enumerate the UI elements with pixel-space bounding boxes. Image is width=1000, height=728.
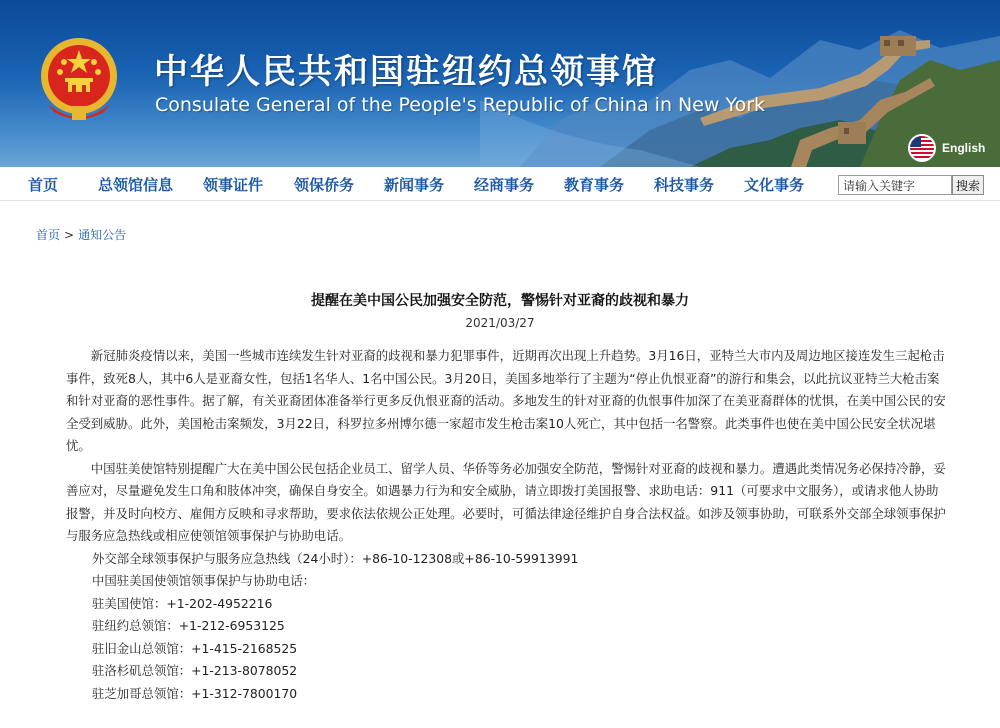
- language-switch[interactable]: [908, 133, 985, 163]
- nav-item-economic[interactable]: 经商事务: [474, 176, 535, 194]
- breadcrumb-separator: >: [64, 228, 75, 242]
- nav-item-science[interactable]: 科技事务: [654, 176, 715, 194]
- contact-chicago: 驻芝加哥总领馆：+1-312-7800170: [92, 685, 298, 701]
- contact-embassy: 驻美国使馆：+1-202-4952216: [92, 595, 273, 611]
- nav-item-culture[interactable]: 文化事务: [744, 176, 805, 194]
- contact-san-francisco: 驻旧金山总领馆：+1-415-2168525: [92, 640, 298, 656]
- nav-item-consular-documents[interactable]: 领事证件: [203, 176, 264, 194]
- hotline-text: 外交部全球领事保护与服务应急热线（24小时）：+86-10-12308或+86-10-59913991: [92, 550, 579, 566]
- breadcrumb-current-link[interactable]: 通知公告: [78, 228, 127, 242]
- article-title: 提醒在美中国公民加强安全防范，警惕针对亚裔的歧视和暴力: [311, 293, 689, 309]
- breadcrumb: [36, 226, 126, 243]
- site-title-english: Consulate General of the People's Republic of China in New York: [155, 94, 766, 116]
- article-paragraph: 新冠肺炎疫情以来，美国一些城市连续发生针对亚裔的歧视和暴力犯罪事件，近期再次出现上升趋势。3月16日，亚特兰大市内及周边地区接连发生三起枪击事件，致死8人，其中6人是亚裔女性，包括1名华人、1名中国公民。3月20日，美国多地举行了主题为“停止仇恨亚裔”的游行和集会，以此抗议亚特兰大枪击案和针对亚裔的恶性事件。据了解，有关亚裔团体准备举行更多反仇恨亚裔的活动。多地发生的针对亚裔的仇恨事件加深了在美亚裔群体的忧惧，在美中国公民的安全受到威胁。此外，美国枪击案频发，3月22日，科罗拉多州博尔德一家超市发生枪击案10人死亡，其中包括一名警察。此类事件也使在美中国公民安全状况堪忧。: [66, 348, 946, 453]
- article-body: [66, 345, 946, 705]
- search-input[interactable]: [838, 175, 952, 195]
- contacts-heading: 中国驻美国使领馆领事保护与协助电话：: [92, 573, 316, 588]
- us-flag-icon: [908, 134, 936, 162]
- article-paragraph: 中国驻美使馆特别提醒广大在美中国公民包括企业员工、留学人员、华侨等务必加强安全防范，警惕针对亚裔的歧视和暴力。遭遇此类情况务必保持冷静，妥善应对，尽量避免发生口角和肢体冲突，确保自身安全。如遇暴力行为和安全威胁，请立即拨打美国报警、求助电话：911（可要求中文服务），或请求他人协助报警，并及时向校方、雇佣方反映和寻求帮助，要求依法依规公正处理。必要时，可循法律途径维护自身合法权益。如涉及领事协助，可联系外交部全球领事保护与服务应急热线或相应使领馆领事保护与协助电话。: [66, 460, 946, 543]
- breadcrumb-home-link[interactable]: 首页: [36, 228, 61, 242]
- contact-new-york: 驻纽约总领馆：+1-212-6953125: [92, 618, 285, 633]
- article-date: 2021/03/27: [465, 316, 535, 330]
- nav-item-education[interactable]: 教育事务: [564, 176, 625, 194]
- site-banner: [0, 0, 1000, 167]
- nav-item-consulate-info[interactable]: 总领馆信息: [98, 176, 174, 194]
- search-button[interactable]: 搜索: [952, 175, 984, 195]
- nav-item-home[interactable]: 首页: [28, 176, 59, 194]
- nav-item-news[interactable]: 新闻事务: [384, 176, 445, 194]
- contact-los-angeles: 驻洛杉矶总领馆：+1-213-8078052: [92, 663, 298, 678]
- national-emblem-icon: [38, 34, 120, 126]
- nav-item-protection-overseas[interactable]: 领保侨务: [294, 176, 355, 194]
- language-switch-label: English: [942, 141, 986, 155]
- site-title-chinese: 中华人民共和国驻纽约总领事馆: [154, 52, 658, 92]
